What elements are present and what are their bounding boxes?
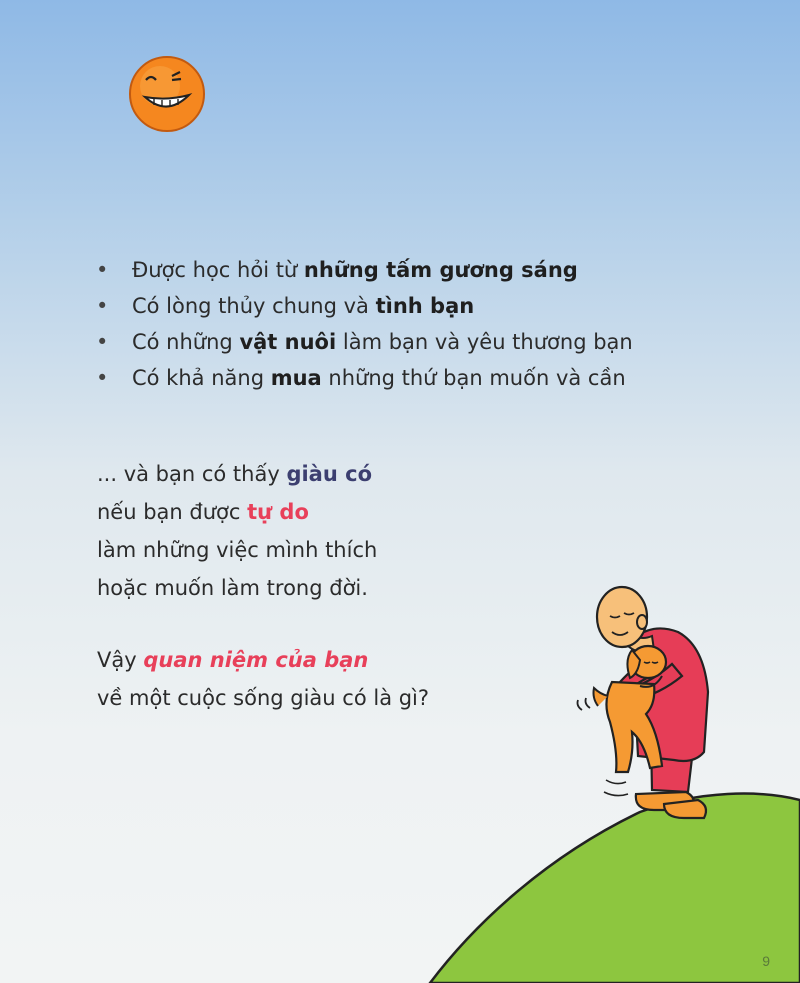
list-item-text: Có khả năng xyxy=(132,366,271,390)
freedom-paragraph xyxy=(97,455,377,607)
list-item-text: Được học hỏi từ xyxy=(132,258,304,282)
list-item-text: Có lòng thủy chung và xyxy=(132,294,376,318)
list-item xyxy=(96,252,633,288)
bullet-dot: • xyxy=(96,258,109,282)
list-item-text: làm bạn và yêu thương bạn xyxy=(336,330,633,354)
list-item-text: những thứ bạn muốn và cần xyxy=(321,366,626,390)
bullet-dot: • xyxy=(96,330,109,354)
list-item xyxy=(96,360,633,396)
paragraph-text: ... và bạn có thấy xyxy=(97,462,287,486)
bullet-dot: • xyxy=(96,294,109,318)
question-paragraph xyxy=(97,641,429,717)
paragraph-text: làm những việc mình thích xyxy=(97,538,378,562)
paragraph-text: hoặc muốn làm trong đời. xyxy=(97,576,368,600)
paragraph-text: nếu bạn được xyxy=(97,500,248,524)
list-item xyxy=(96,324,633,360)
list-item-text: Có những xyxy=(132,330,240,354)
list-item-bold: tình bạn xyxy=(375,294,475,318)
paragraph-text: về một cuộc sống giàu có là gì? xyxy=(97,686,430,710)
smiling-sun-icon xyxy=(130,57,204,131)
paragraph-text: Vậy xyxy=(97,648,144,672)
list-item xyxy=(96,288,633,324)
list-item-bold: vật nuôi xyxy=(239,330,337,354)
bullet-dot: • xyxy=(96,366,109,390)
benefit-list xyxy=(96,252,633,396)
list-item-bold: những tấm gương sáng xyxy=(303,258,578,282)
page-number: 9 xyxy=(762,953,770,969)
list-item-bold: mua xyxy=(270,366,322,390)
highlight-free: tự do xyxy=(247,500,309,524)
green-hill xyxy=(430,794,800,983)
highlight-your-view: quan niệm của bạn xyxy=(143,648,369,672)
highlight-rich: giàu có xyxy=(286,462,372,486)
